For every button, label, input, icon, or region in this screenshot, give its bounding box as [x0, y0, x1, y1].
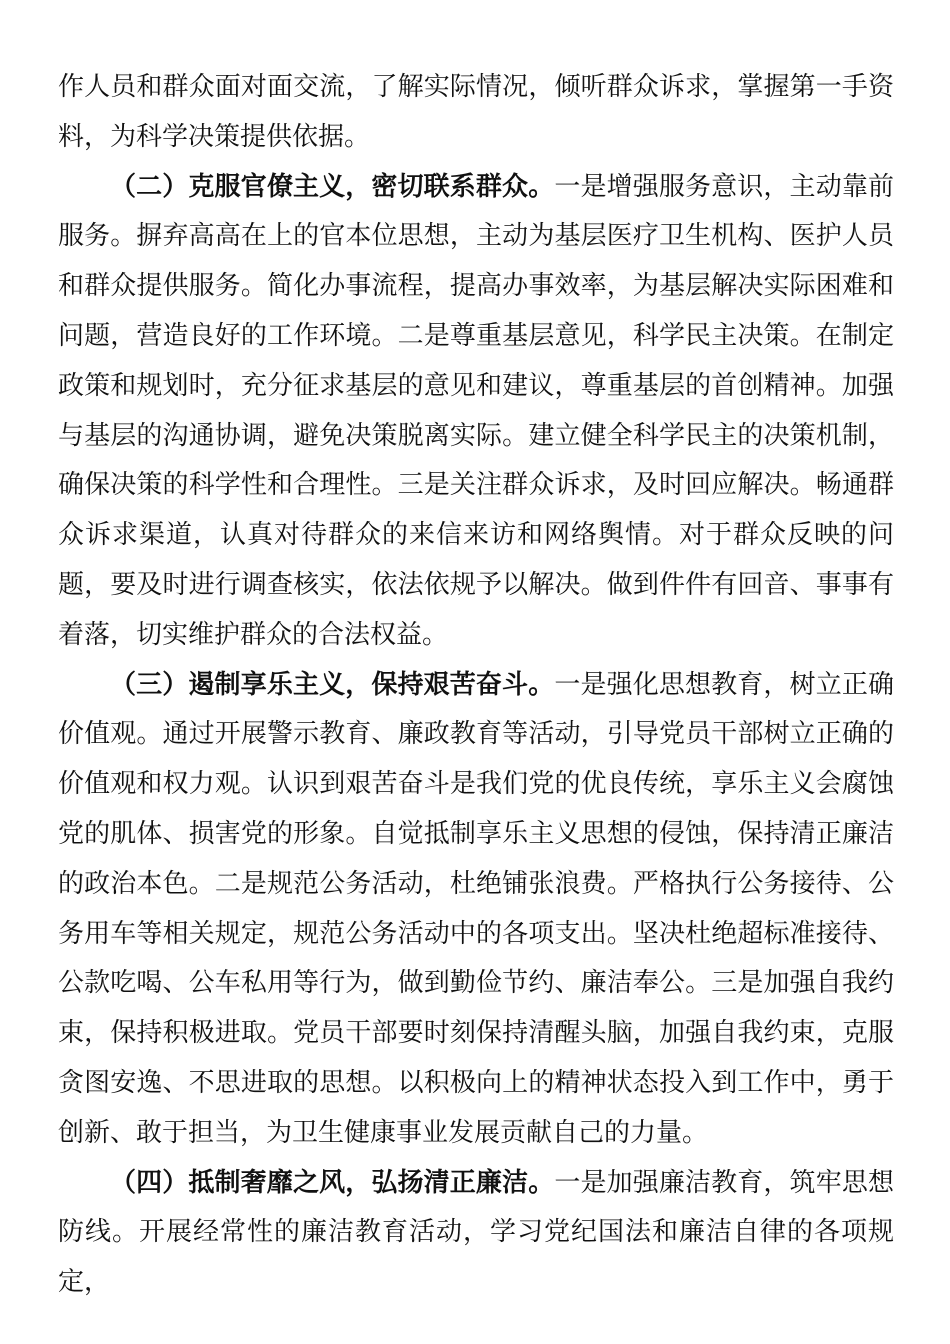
section-heading: （二）克服官僚主义，密切联系群众。: [110, 171, 555, 202]
paragraph-body: 一是增强服务意识，主动靠前服务。摒弃高高在上的官本位思想，主动为基层医疗卫生机构、医护人员和群众提供服务。简化办事流程，提高办事效率，为基层解决实际困难和问题，营造良好的工作环境。二是尊重基层意见，科学民主决策。在制定政策和规划时，充分征求基层的意见和建议，尊重基层的首创精神。加强与基层的沟通协调，避免决策脱离实际。建立健全科学民主的决策机制，确保决策的科学性和合理性。三是关注群众诉求，及时回应解决。畅通群众诉求渠道，认真对待群众的来信来访和网络舆情。对于群众反映的问题，要及时进行调查核实，依法依规予以解决。做到件件有回音、事事有着落，切实维护群众的合法权益。: [58, 171, 894, 650]
paragraph-section-2: [58, 163, 894, 661]
paragraph-body: 一是加强廉洁教育，筑牢思想防线。开展经常性的廉洁教育活动，学习党纪国法和廉洁自律的各项规定，: [58, 1167, 894, 1298]
section-heading: （四）抵制奢靡之风，弘扬清正廉洁。: [110, 1167, 555, 1198]
paragraph-section-3: [58, 661, 894, 1159]
paragraph-section-4: [58, 1159, 894, 1308]
section-heading: （三）遏制享乐主义，保持艰苦奋斗。: [110, 669, 555, 700]
paragraph-body: 一是强化思想教育，树立正确价值观。通过开展警示教育、廉政教育等活动，引导党员干部树立正确的价值观和权力观。认识到艰苦奋斗是我们党的优良传统，享乐主义会腐蚀党的肌体、损害党的形象。自觉抵制享乐主义思想的侵蚀，保持清正廉洁的政治本色。二是规范公务活动，杜绝铺张浪费。严格执行公务接待、公务用车等相关规定，规范公务活动中的各项支出。坚决杜绝超标准接待、公款吃喝、公车私用等行为，做到勤俭节约、廉洁奉公。三是加强自我约束，保持积极进取。党员干部要时刻保持清醒头脑，加强自我约束，克服贪图安逸、不思进取的思想。以积极向上的精神状态投入到工作中，勇于创新、敢于担当，为卫生健康事业发展贡献自己的力量。: [58, 669, 894, 1148]
paragraph-body: 作人员和群众面对面交流，了解实际情况，倾听群众诉求，掌握第一手资料，为科学决策提供依据。: [58, 72, 894, 152]
paragraph-continuation: [58, 63, 894, 163]
document-page: [58, 63, 894, 1308]
